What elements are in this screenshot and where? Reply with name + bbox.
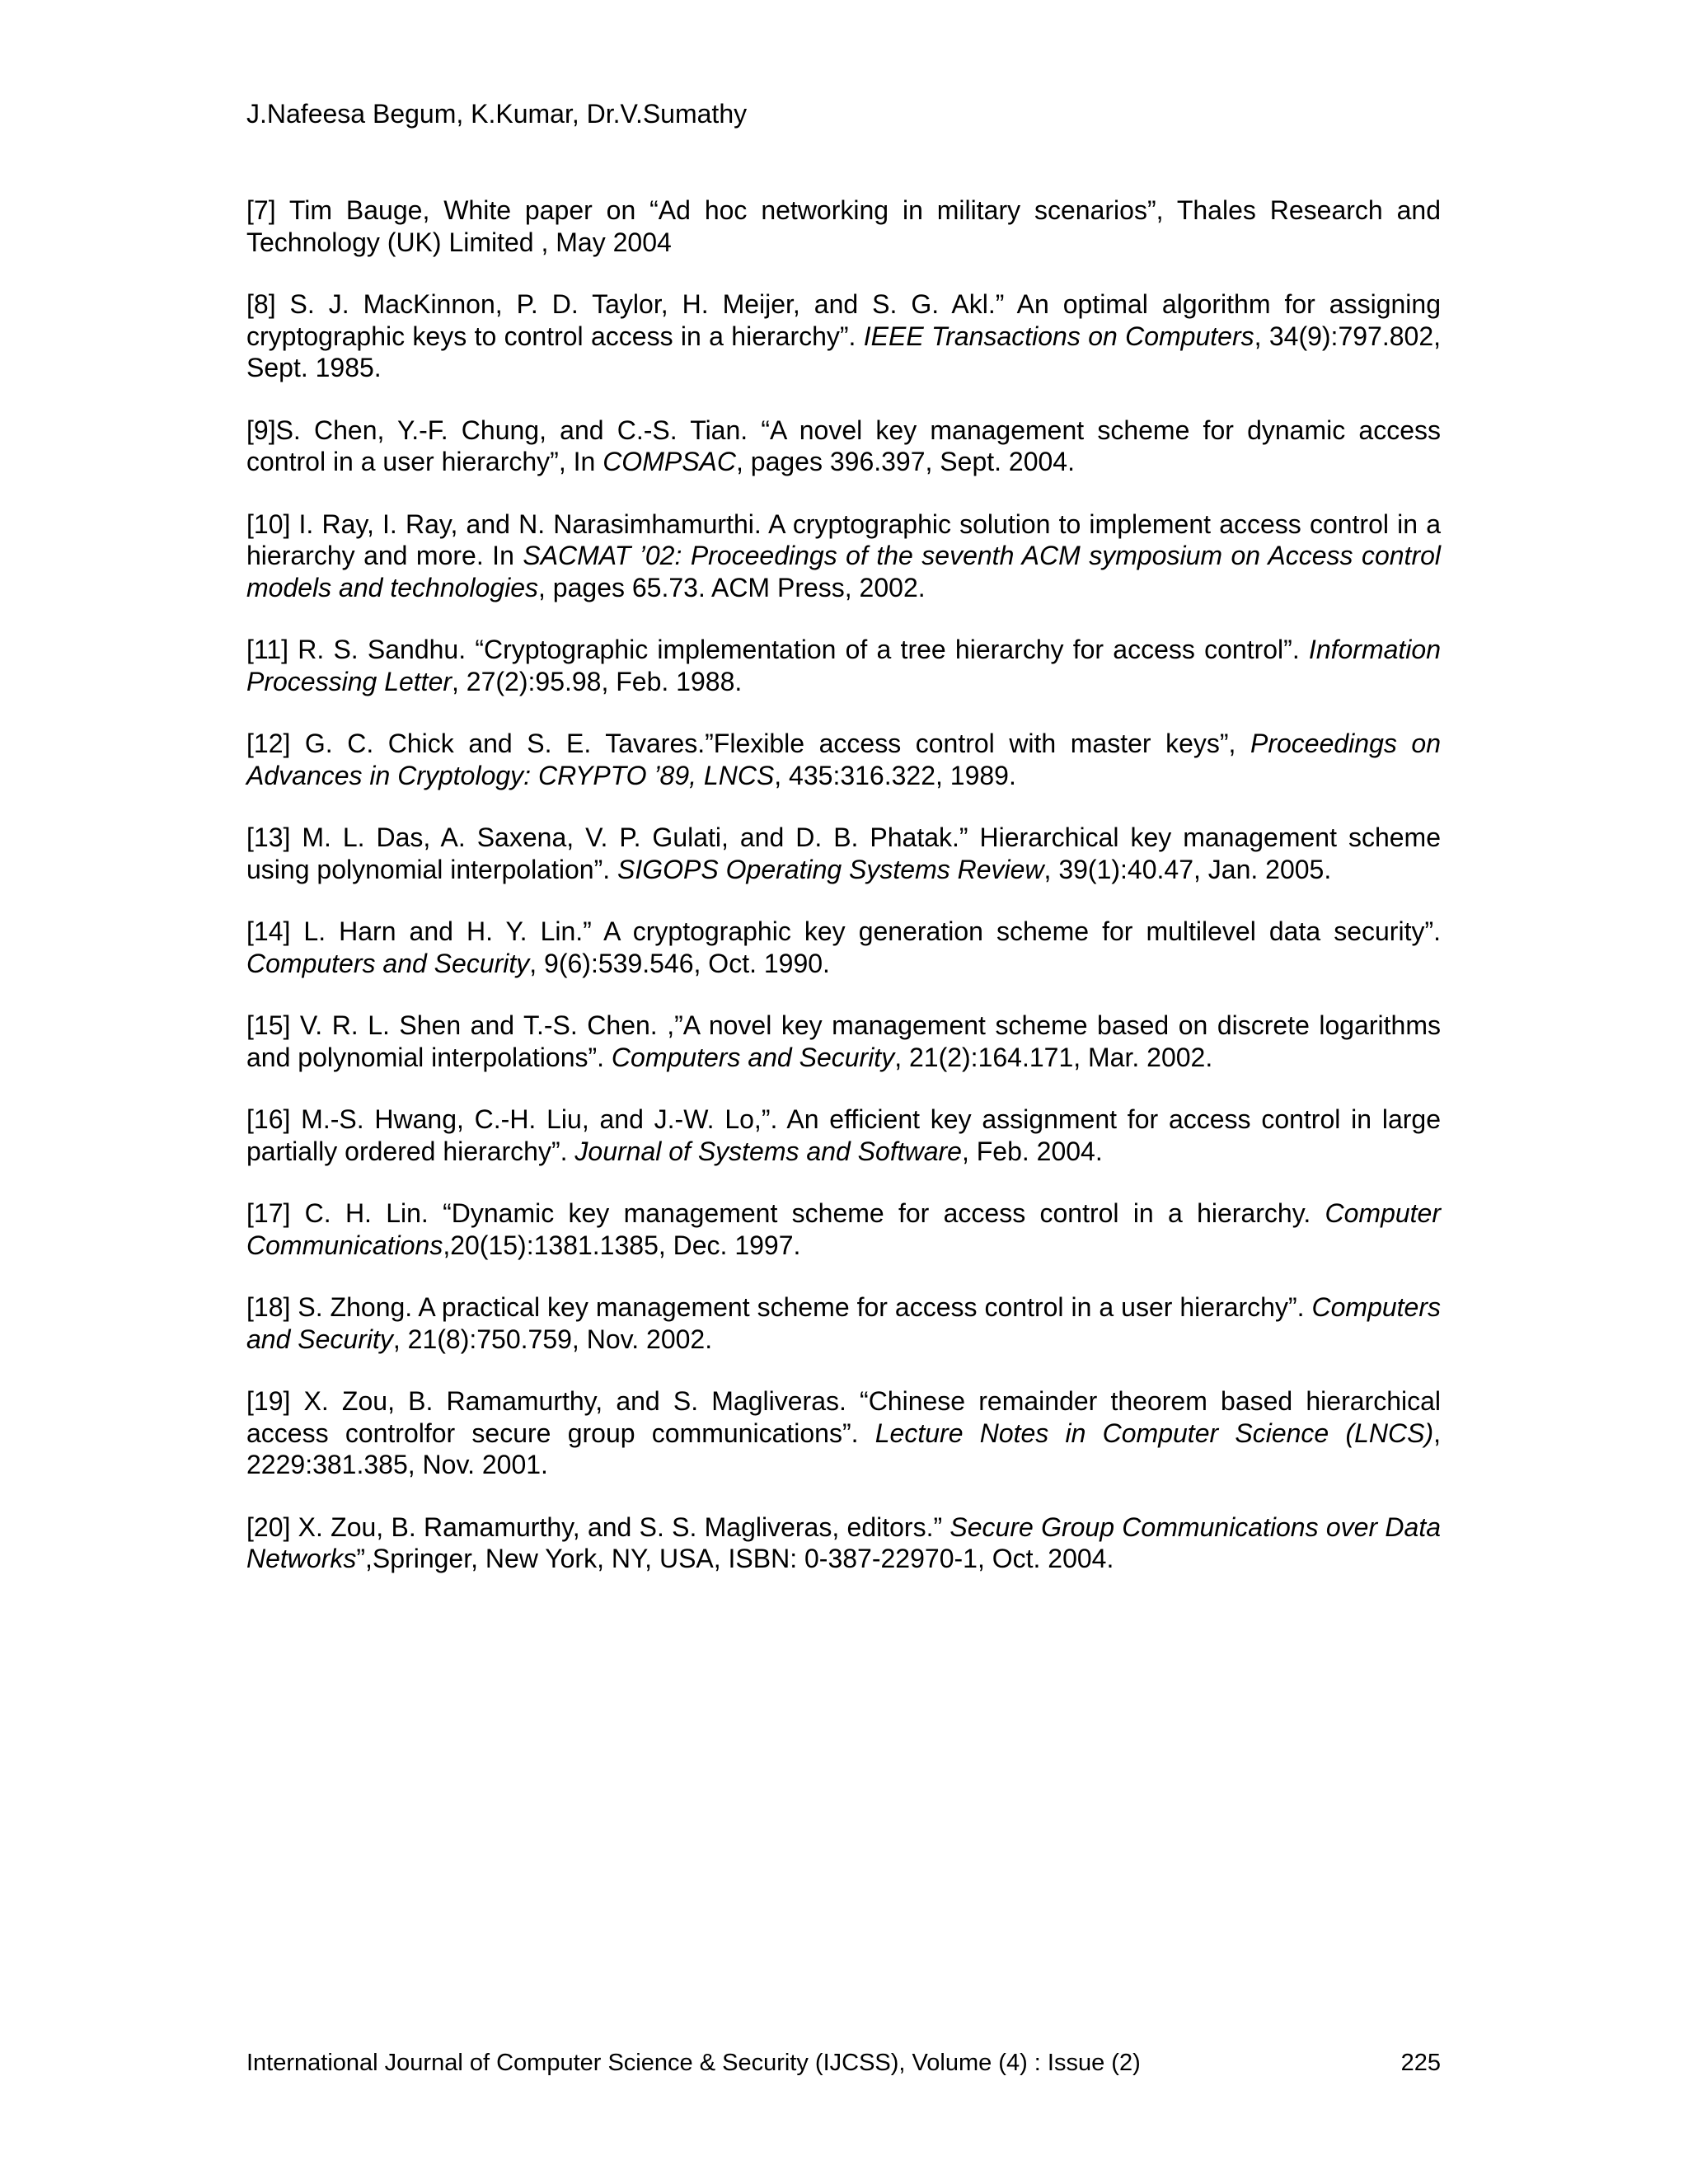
reference-entry — [246, 509, 1441, 604]
reference-venue-italic: Information Processing Letter — [246, 635, 1441, 696]
reference-text: [10] I. Ray, I. Ray, and N. Narasimhamurthi. A cryptographic solution to implement access control in a hierarchy and more. In — [246, 509, 1441, 570]
page-number: 225 — [1400, 2050, 1441, 2076]
reference-text: [8] S. J. MacKinnon, P. D. Taylor, H. Meijer, and S. G. Akl.” An optimal algorithm for assigning cryptographic keys to control access in a hierarchy”. — [246, 289, 1441, 351]
reference-text: , 9(6):539.546, Oct. 1990. — [529, 948, 830, 978]
reference-text: [15] V. R. L. Shen and T.-S. Chen. ,”A novel key management scheme based on discrete logarithms and polynomial interpolations”. — [246, 1010, 1441, 1072]
reference-text: [11] R. S. Sandhu. “Cryptographic implementation of a tree hierarchy for access control”. — [246, 635, 1309, 664]
reference-text: , 435:316.322, 1989. — [774, 760, 1016, 790]
reference-venue-italic: Proceedings on Advances in Cryptology: CRYPTO ’89, LNCS — [246, 729, 1442, 790]
reference-text: , 34(9):797.802, Sept. 1985. — [246, 321, 1442, 382]
reference-entry — [246, 916, 1441, 979]
reference-entry — [246, 415, 1441, 478]
reference-entry — [246, 288, 1441, 384]
reference-venue-italic: Computer Communications — [246, 1198, 1441, 1260]
reference-venue-italic: COMPSAC — [603, 447, 736, 476]
reference-list — [246, 194, 1441, 1605]
footer-journal-citation: International Journal of Computer Science & Security (IJCSS), Volume (4) : Issue (2) — [246, 2050, 1141, 2076]
reference-venue-italic: Lecture Notes in Computer Science (LNCS) — [874, 1418, 1434, 1448]
reference-venue-italic: IEEE Transactions on Computers — [863, 321, 1254, 351]
reference-text: , 21(2):164.171, Mar. 2002. — [894, 1042, 1213, 1072]
reference-venue-italic: Computers and Security — [246, 1292, 1441, 1354]
reference-text: , 21(8):750.759, Nov. 2002. — [392, 1324, 713, 1354]
reference-entry — [246, 1511, 1441, 1575]
reference-entry — [246, 1010, 1441, 1073]
reference-entry — [246, 634, 1441, 697]
reference-text: [7] Tim Bauge, White paper on “Ad hoc networking in military scenarios”, Thales Research and Technology (UK) Limited , May 2004 — [246, 195, 1441, 257]
reference-text: , pages 65.73. ACM Press, 2002. — [538, 572, 926, 602]
reference-text: [19] X. Zou, B. Ramamurthy, and S. Magliveras. “Chinese remainder theorem based hierarchical access controlfor secure group communications”. — [246, 1386, 1441, 1448]
reference-text: ,20(15):1381.1385, Dec. 1997. — [443, 1230, 801, 1260]
reference-text: [16] M.-S. Hwang, C.-H. Liu, and J.-W. Lo,”. An efficient key assignment for access control in large partially ordered hierarchy”. — [246, 1104, 1441, 1166]
reference-text: , 39(1):40.47, Jan. 2005. — [1043, 854, 1332, 884]
reference-venue-italic: SIGOPS Operating Systems Review — [617, 854, 1044, 884]
reference-text: [9]S. Chen, Y.-F. Chung, and C.-S. Tian. “A novel key management scheme for dynamic access control in a user hierarchy”, In — [246, 415, 1441, 476]
reference-text: , pages 396.397, Sept. 2004. — [735, 447, 1075, 476]
reference-text: , 27(2):95.98, Feb. 1988. — [452, 666, 743, 696]
reference-venue-italic: Secure Group Communications over Data Networks — [246, 1511, 1442, 1573]
reference-text: , 2229:381.385, Nov. 2001. — [246, 1418, 1442, 1479]
reference-venue-italic: SACMAT ’02: Proceedings of the seventh ACM symposium on Access control models and technologies — [246, 541, 1442, 602]
reference-text: [20] X. Zou, B. Ramamurthy, and S. S. Magliveras, editors.” — [246, 1511, 950, 1542]
reference-text: [14] L. Harn and H. Y. Lin.” A cryptographic key generation scheme for multilevel data security”. — [246, 916, 1441, 946]
reference-text: , Feb. 2004. — [961, 1136, 1103, 1166]
running-header-authors: J.Nafeesa Begum, K.Kumar, Dr.V.Sumathy — [246, 99, 748, 129]
reference-entry — [246, 728, 1441, 791]
reference-text: [18] S. Zhong. A practical key management scheme for access control in a user hierarchy”. — [246, 1292, 1312, 1322]
reference-text: [17] C. H. Lin. “Dynamic key management scheme for access control in a hierarchy. — [246, 1198, 1325, 1228]
reference-venue-italic: Computers and Security — [611, 1042, 895, 1072]
reference-entry — [246, 1197, 1441, 1261]
reference-entry — [246, 822, 1441, 885]
reference-text: ”,Springer, New York, NY, USA, ISBN: 0-387-22970-1, Oct. 2004. — [356, 1544, 1114, 1573]
reference-entry — [246, 1291, 1441, 1355]
reference-entry — [246, 1385, 1441, 1481]
reference-text: [13] M. L. Das, A. Saxena, V. P. Gulati, and D. B. Phatak.” Hierarchical key management scheme using polynomial interpolation”. — [246, 823, 1441, 884]
reference-venue-italic: Journal of Systems and Software — [574, 1136, 962, 1166]
reference-entry — [246, 194, 1441, 258]
reference-text: [12] G. C. Chick and S. E. Tavares.”Flexible access control with master keys”, — [246, 729, 1250, 758]
reference-entry — [246, 1104, 1441, 1167]
reference-venue-italic: Computers and Security — [246, 948, 530, 978]
